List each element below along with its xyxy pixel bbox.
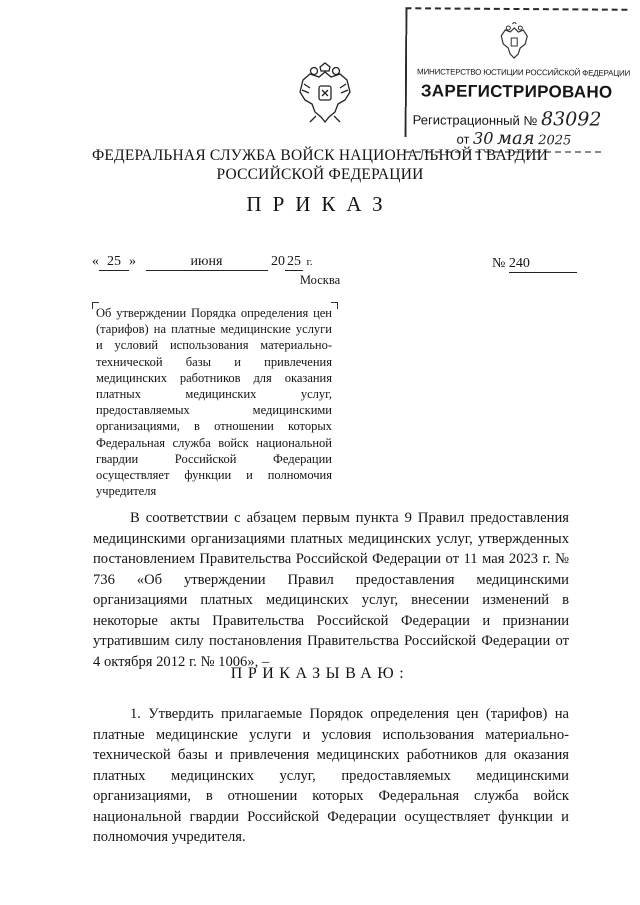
coat-of-arms-icon (296, 62, 354, 126)
order-city: Москва (299, 273, 341, 287)
stamp-date-year: 2025 (538, 133, 572, 149)
stamp-ministry: МИНИСТЕРСТВО ЮСТИЦИИ РОССИЙСКОЙ ФЕДЕРАЦИИ (416, 67, 631, 78)
stamp-registered-label: ЗАРЕГИСТРИРОВАНО (420, 81, 613, 102)
small-emblem-icon (497, 22, 531, 62)
stamp-date-day: 30 (473, 128, 494, 148)
order-date-year: 25 (287, 254, 301, 269)
stamp-date-month: мая (496, 127, 535, 150)
subject-bracket-right (331, 302, 338, 309)
order-number-value: 240 (509, 256, 577, 273)
order-date-suffix: г. (306, 256, 313, 268)
order-date-month: июня (146, 254, 268, 271)
preamble-paragraph (93, 508, 569, 672)
agency-title-line2: РОССИЙСКОЙ ФЕДЕРАЦИИ (216, 166, 424, 183)
item-1-paragraph (93, 704, 569, 848)
stamp-reg-label: Регистрационный № (412, 112, 538, 129)
order-date: « 25 » июня 20 25 г. (92, 254, 313, 269)
registration-stamp (405, 7, 631, 150)
preamble-text: В соответствии с абзацем первым пункта 9 Правил предоставления медицинскими организациями платных медицинских услуг, утвержденных постановлением Правительства Российской Федерации от 11 мая 2023 г. № 736 «Об утверждении Правил предоставления медицинскими организациями платных медицинских услуг, внесении изменений в некоторые акты Правительства Российской Федерации и признании утратившим силу постановления Правительства Российской Федерации от 4 октября 2012 г. № 1006», – (93, 510, 569, 670)
order-date-day: 25 (99, 254, 129, 271)
order-word: ПРИКАЗЫВАЮ: (230, 665, 410, 682)
stamp-reg-number: 83092 (540, 108, 602, 131)
order-number (492, 256, 577, 273)
stamp-date-prefix: от (456, 131, 470, 147)
item-1-text: 1. Утвердить прилагаемые Порядок определения цен (тарифов) на платные медицинские услуги и условия использования материально-технической базы и привлечения медицинских работников для оказания платных медицинских услуг, предоставляемых медицинскими организациями, в отношении которых Федеральная служба войск национальной гвардии Российской Федерации осуществляет функции и полномочия учредителя. (93, 706, 569, 845)
agency-title-line1: ФЕДЕРАЛЬНАЯ СЛУЖБА ВОЙСК НАЦИОНАЛЬНОЙ ГВАРДИИ (91, 147, 549, 164)
order-number-label: № (492, 256, 506, 271)
agency-title (0, 146, 640, 184)
document-type: ПРИКАЗ (246, 192, 394, 216)
order-subject: Об утверждении Порядка определения цен (тарифов) на платные медицинские услуги и условий использования материально-технической базы и привлечения медицинских работников для оказания платных медицинских услуг, предоставляемых медицинскими организациями, в отношении которых Федеральная служба войск национальной гвардии Российской Федерации осуществляет функции и полномочия учредителя (96, 306, 332, 499)
order-date-century: 20 (271, 254, 285, 269)
